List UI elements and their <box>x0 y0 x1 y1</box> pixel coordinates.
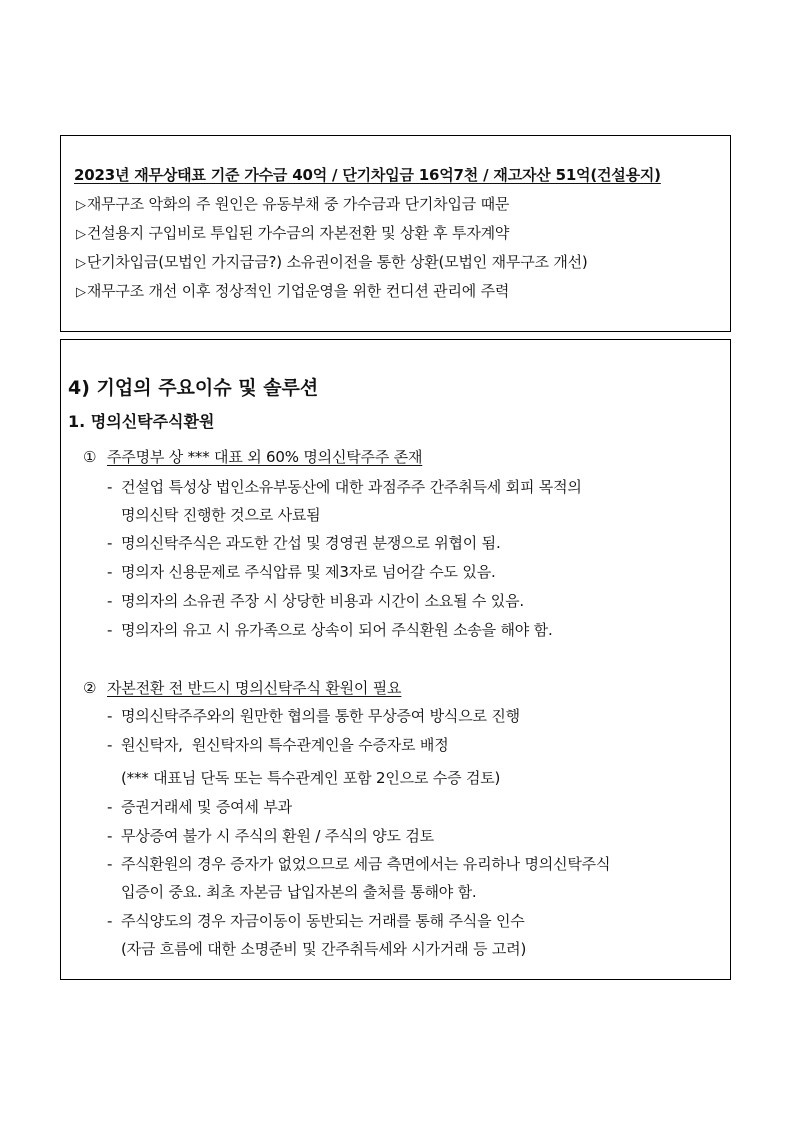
triangle-bullet-icon: ▷ <box>76 198 86 213</box>
section-title: 4) 기업의 주요이슈 및 솔루션 <box>68 377 319 399</box>
bullet-item: - 명의자의 소유권 주장 시 상당한 비용과 시간이 소요될 수 있음. <box>107 592 524 610</box>
bullet-item: - 건설업 특성상 법인소유부동산에 대한 과점주주 간주취득세 회피 목적의 <box>107 478 582 496</box>
bullet-item: - 무상증여 불가 시 주식의 환원 / 주식의 양도 검토 <box>107 827 434 845</box>
issue-heading: ① 주주명부 상 *** 대표 외 60% 명의신탁주주 존재 <box>83 448 423 466</box>
bullet-item: - 주식환원의 경우 증자가 없었으므로 세금 측면에서는 유리하나 명의신탁주식 <box>107 855 611 873</box>
circled-number-1: ① <box>83 448 97 466</box>
summary-item: ▷단기차입금(모법인 가지급금?) 소유권이전을 통한 상환(모법인 재무구조 개선) <box>76 252 588 274</box>
triangle-bullet-icon: ▷ <box>76 285 86 300</box>
issue-heading: ② 자본전환 전 반드시 명의신탁주식 환원이 필요 <box>83 679 402 697</box>
bullet-item: - 주식양도의 경우 자금이동이 동반되는 거래를 통해 주식을 인수 <box>107 912 525 930</box>
summary-item: ▷재무구조 개선 이후 정상적인 기업운영을 위한 컨디션 관리에 주력 <box>76 281 509 303</box>
bullet-item: - 명의자 신용문제로 주식압류 및 제3자로 넘어갈 수도 있음. <box>107 563 496 581</box>
circled-number-2: ② <box>83 679 97 697</box>
bullet-item: - 증권거래세 및 증여세 부과 <box>107 798 292 816</box>
triangle-bullet-icon: ▷ <box>76 256 86 271</box>
bullet-continuation: 입증이 중요. 최초 자본금 납입자본의 출처를 통해야 함. <box>121 883 477 901</box>
bullet-item: - 명의신탁주주와의 원만한 협의를 통한 무상증여 방식으로 진행 <box>107 707 520 725</box>
bullet-continuation: (*** 대표님 단독 또는 특수관계인 포함 2인으로 수증 검토) <box>121 769 501 787</box>
issues-solutions-box <box>60 339 731 980</box>
bullet-continuation: (자금 흐름에 대한 소명준비 및 간주취득세와 시가거래 등 고려) <box>121 940 527 958</box>
section-subtitle: 1. 명의신탁주식환원 <box>68 412 215 431</box>
summary-item: ▷건설용지 구입비로 투입된 가수금의 자본전환 및 상환 후 투자계약 <box>76 223 509 245</box>
summary-title: 2023년 재무상태표 기준 가수금 40억 / 단기차입금 16억7천 / 재고자산 51억(건설용지) <box>74 166 661 184</box>
triangle-bullet-icon: ▷ <box>76 227 86 242</box>
bullet-item: - 명의자의 유고 시 유가족으로 상속이 되어 주식환원 소송을 해야 함. <box>107 621 553 639</box>
bullet-item: - 명의신탁주식은 과도한 간섭 및 경영권 분쟁으로 위협이 됨. <box>107 534 501 552</box>
bullet-item: - 원신탁자, 원신탁자의 특수관계인을 수증자로 배정 <box>107 736 449 754</box>
summary-item: ▷재무구조 악화의 주 원인은 유동부채 중 가수금과 단기차입금 때문 <box>76 194 509 216</box>
financial-summary-box <box>60 135 731 332</box>
bullet-continuation: 명의신탁 진행한 것으로 사료됨 <box>121 506 321 524</box>
